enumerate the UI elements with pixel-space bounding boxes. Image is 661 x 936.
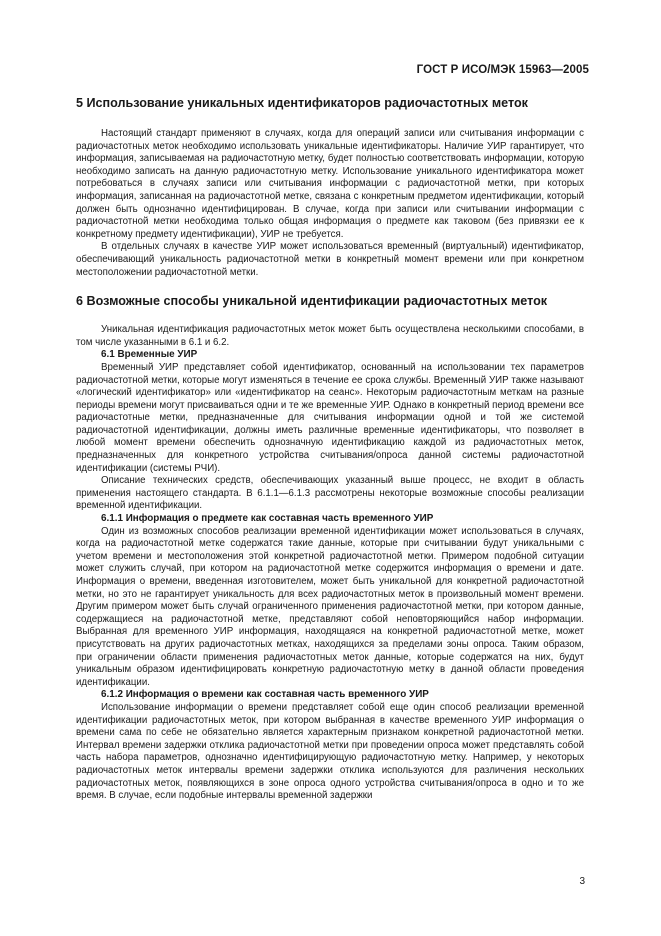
page-number: 3 [579, 876, 585, 887]
document-header: ГОСТ Р ИСО/МЭК 15963—2005 [416, 64, 589, 76]
subsection-6-1-1-paragraph: Один из возможных способов реализации временной идентификации может использоваться в случаях, когда на радиочастотной метке содержатся такие данные, которые при считывании будут уникальными с учетом времени и местоположения этой конкретной радиочастотной метки. Примером подобной ситуации может служить случай, при котором на радиочастотной метке содержится информация о времени и дате. Информация о времени, введенная изготовителем, может быть уникальной для конкретной радиочастотной метки, но это не гарантирует уникальность для всех радиочастотных меток в произвольный момент времени. Другим примером может быть случай ограниченного применения радиочастотной метки, при котором данные, содержащиеся на радиочастотной метке, представляют собой неповторяющийся набор информации. Выбранная для временного УИР информация, находящаяся на конкретной радиочастотной метке, может присутствовать на других радиочастотных метках, находящихся за пределами зоны опроса. Таким образом, при ограничении области применения радиочастотных меток данные, которые содержатся на них, будут уникальным образом идентифицировать конкретную радиочастотную метку в данной области проведения идентификации. [76, 525, 584, 688]
page-content [76, 92, 584, 803]
subsection-6-1-paragraph-2: Описание технических средств, обеспечивающих указанный выше процесс, не входит в область применения настоящего стандарта. В 6.1.1—6.1.3 рассмотрены некоторые возможные способы реализации временной идентификации. [76, 475, 584, 512]
subsection-6-1-2-paragraph: Использование информации о времени представляет собой еще один способ реализации временной идентификации радиочастотных меток, при котором выбранная в качестве временного УИР информация о времени сама по себе не обязательно является характерным признаком конкретной радиочастотной метки. Интервал времени задержки отклика радиочастотной метки при проведении опроса может представлять собой часть набора параметров, однозначно идентифицирующую радиочастотную метку. Например, у некоторых радиочастотных меток интервалы времени задержки отклика используются для различения нескольких радиочастотных меток, появляющихся в зоне опроса одного устройства считывания/опроса в одно и то же время. В случае, если подобные интервалы временной задержки [76, 701, 584, 802]
section-5-title: 5 Использование уникальных идентификаторов радиочастотных меток [76, 96, 528, 110]
section-6-intro: Уникальная идентификация радиочастотных меток может быть осуществлена несколькими способами, в том числе указанными в 6.1 и 6.2. [76, 324, 584, 348]
subsection-6-1-title: 6.1 Временные УИР [101, 349, 198, 361]
section-5-paragraph-1: Настоящий стандарт применяют в случаях, когда для операций записи или считывания информации с радиочастотных меток необходимо использовать уникальные идентификаторы. Наличие УИР гарантирует, что информация, записываемая на радиочастотную метку, будет полностью соответствовать информации, которую необходимо записать на данную радиочастотную метку. Использование уникального идентификатора может потребоваться в случаях записи или считывания информации с радиочастотной метки, при которых информация, записанная на радиочастотной метке, связана с конкретным предметом идентификации, который должен быть однозначно идентифицирован. В случае, когда при записи или считывании информации с радиочастотной метки необходима только общая информация о предмете как таковом (без привязки ее к конкретному предмету идентификации), УИР не требуется. [76, 128, 584, 240]
section-5-paragraph-2: В отдельных случаях в качестве УИР может использоваться временный (виртуальный) идентификатор, обеспечивающий уникальность радиочастотной метки в конкретный момент времени или при конкретном местоположении радиочастотной метки. [76, 241, 584, 278]
section-6-title: 6 Возможные способы уникальной идентификации радиочастотных меток [76, 294, 548, 309]
subsection-6-1-paragraph-1: Временный УИР представляет собой идентификатор, основанный на использовании тех параметров радиочастотной метки, которые могут изменяться в течение ее срока службы. Временный УИР также называют «логический идентификатор» или «идентификатор на сеанс». Некоторым радиочастотным меткам на разные периоды времени могут присваиваться одни и те же временные УИР. Однако в конкретный период времени все радиочастотные метки, предназначенные для считывания информации одной и той же системой радиочастотной идентификации, должны иметь различные временные идентификаторы, что позволяет в любой момент времени обеспечить однозначную идентификацию каждой из радиочастотных меток, предназначенных для конкретного устройства считывания/опроса данной системы радиочастотной идентификации (системы РЧИ). [76, 361, 584, 474]
subsection-6-1-2-title: 6.1.2 Информация о времени как составная часть временного УИР [101, 689, 429, 701]
subsection-6-1-1-title: 6.1.1 Информация о предмете как составная часть временного УИР [101, 513, 434, 525]
